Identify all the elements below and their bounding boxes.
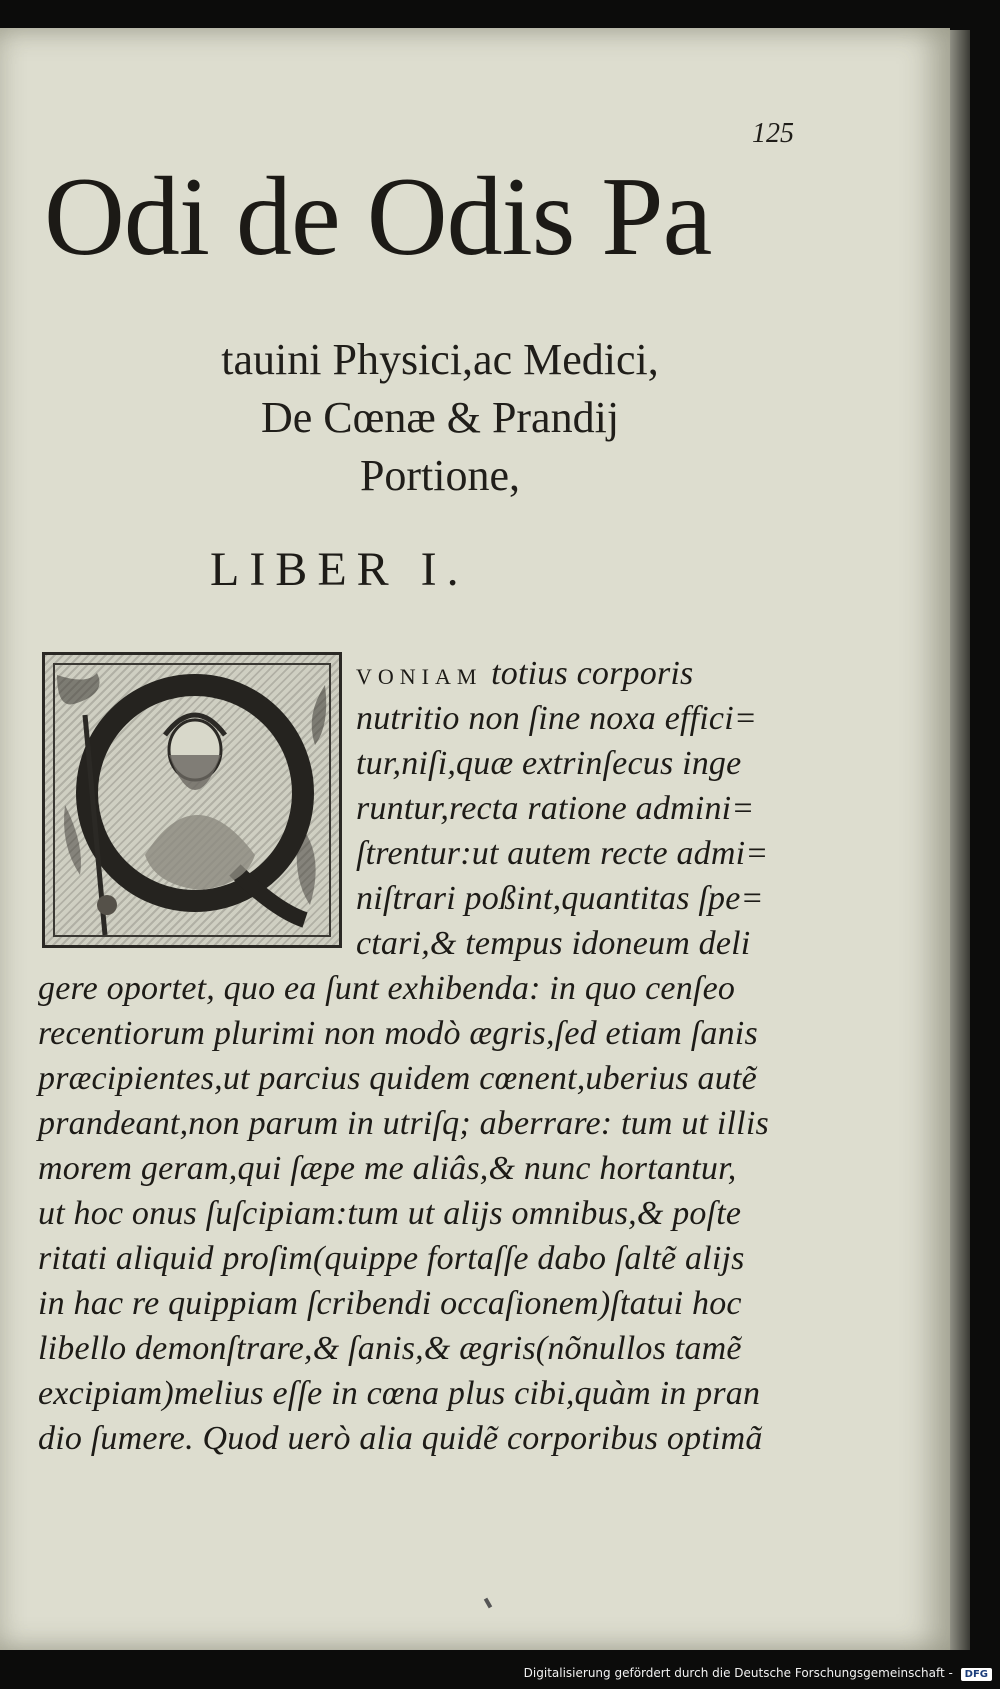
page-number: 125: [752, 118, 794, 149]
text-line-7: ctari,& tempus idoneum deli: [356, 925, 751, 962]
decorated-initial-q: [42, 652, 342, 948]
page-title: Odi de Odis Pa: [44, 155, 712, 279]
text-line-16: libello demonſtrare,& ſanis,& ægris(nõnullos tamẽ: [38, 1330, 742, 1367]
text-line-14: ritati aliquid proſim(quippe fortaſſe dabo ſaltẽ alijs: [38, 1240, 745, 1277]
text-line-3: tur,niſi,quæ extrinſecus inge: [356, 745, 742, 782]
text-line-17: excipiam)melius eſſe in cœna plus cibi,quàm in pran: [38, 1375, 761, 1412]
text-line-10: præcipientes,ut parcius quidem cœnent,uberius autẽ: [38, 1060, 757, 1097]
text-line-8: gere oportet, quo ea ſunt exhibenda: in quo cenſeo: [38, 970, 736, 1007]
dfg-logo: DFG: [961, 1668, 992, 1681]
text-line-1-rest: totius corporis: [491, 655, 694, 692]
opening-word: VONIAM: [356, 664, 483, 689]
initial-q-illustration: [45, 655, 339, 945]
text-line-11: prandeant,non parum in utriſq; aberrare: tum ut illis: [38, 1105, 769, 1142]
digitization-footer: [524, 1666, 992, 1681]
text-line-2: nutritio non ſine noxa effici=: [356, 700, 758, 737]
footer-text: Digitalisierung gefördert durch die Deutsche Forschungsgemeinschaft -: [523, 1666, 953, 1680]
book-heading: LIBER I.: [210, 543, 469, 596]
text-line-5: ſtrentur:ut autem recte admi=: [356, 835, 769, 872]
text-line-18: dio ſumere. Quod uerò alia quidẽ corporibus optimã: [38, 1420, 763, 1457]
text-line-9: recentiorum plurimi non modò ægris,ſed etiam ſanis: [38, 1015, 758, 1052]
text-line-15: in hac re quippiam ſcribendi occaſionem)ſtatui hoc: [38, 1285, 742, 1322]
text-line-4: runtur,recta ratione admini=: [356, 790, 755, 827]
text-line-6: niſtrari poßint,quantitas ſpe=: [356, 880, 764, 917]
subtitle-line-1: tauini Physici,ac Medici,: [221, 335, 659, 384]
page-edge: [950, 30, 970, 1650]
subtitle-line-2: De Cœnæ & Prandij: [260, 393, 620, 442]
text-line-12: morem geram,qui ſæpe me aliâs,& nunc hortantur,: [38, 1150, 737, 1187]
text-line-1: [356, 655, 693, 693]
text-line-13: ut hoc onus ſuſcipiam:tum ut alijs omnibus,& poſte: [38, 1195, 742, 1232]
subtitle-line-3: Portione,: [359, 451, 521, 500]
